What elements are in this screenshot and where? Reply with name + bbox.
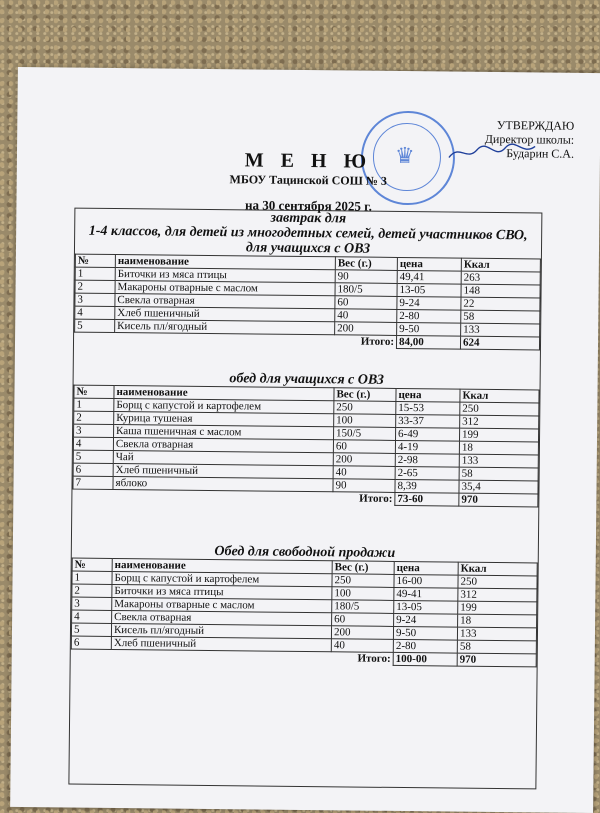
cell-price: 9-24: [397, 296, 461, 310]
page-title: М Е Н Ю: [244, 149, 373, 173]
breakfast-table: [74, 254, 541, 351]
cell-price: 6-49: [396, 427, 460, 441]
cell-name: Чай: [113, 450, 333, 465]
cell-kcal: 148: [461, 284, 540, 298]
menu-frame: [68, 197, 542, 790]
cell-name: Кисель пл/ягодный: [115, 319, 335, 334]
col-kcal-header: Ккал: [458, 562, 537, 576]
cell-num: 4: [73, 437, 113, 450]
col-num-header: №: [75, 254, 115, 267]
col-kcal-header: Ккал: [461, 258, 540, 272]
cell-kcal: 312: [458, 588, 537, 602]
breakfast-caption-line2: 1-4 классов, для детей из многодетных семей, детей участников СВО,: [88, 223, 528, 244]
cell-weight: 40: [333, 466, 395, 480]
cell-name: Борщ с капустой и картофелем: [112, 571, 332, 586]
cell-num: 4: [75, 306, 115, 319]
cell-num: 7: [73, 476, 113, 489]
cell-kcal: 250: [458, 575, 537, 589]
col-name-header: наименование: [114, 385, 334, 400]
col-num-header: №: [72, 558, 112, 571]
cell-num: 6: [71, 636, 111, 649]
approval-position: Директор школы:: [484, 131, 575, 147]
col-weight-header: Вес (г.): [334, 388, 396, 402]
cell-kcal: 312: [460, 415, 539, 429]
cell-name: Свекла отварная: [113, 437, 333, 452]
cell-name: Макароны отварные с маслом: [115, 280, 335, 295]
cell-name: Биточки из мяса птицы: [115, 267, 335, 282]
cell-price: 2-80: [393, 639, 457, 653]
cell-kcal: 199: [459, 428, 538, 442]
cell-kcal: 133: [457, 627, 536, 641]
total-price: 73-60: [395, 492, 459, 506]
cell-weight: 150/5: [334, 427, 396, 441]
cell-kcal: 18: [459, 441, 538, 455]
cell-price: 49-41: [394, 587, 458, 601]
total-label: Итого:: [360, 335, 395, 349]
col-price-header: цена: [397, 257, 461, 271]
cell-num: 1: [75, 267, 115, 280]
col-name-header: наименование: [112, 558, 332, 573]
cell-weight: 250: [334, 401, 396, 415]
cell-kcal: 35,4: [459, 480, 538, 494]
cell-num: 2: [74, 411, 114, 424]
cell-num: 2: [72, 584, 112, 597]
cell-price: 33-37: [396, 414, 460, 428]
menu-sheet: [10, 67, 600, 813]
cell-weight: 90: [333, 479, 395, 493]
cell-price: 9-24: [394, 613, 458, 627]
cell-kcal: 58: [457, 640, 536, 654]
cell-name: Макароны отварные с маслом: [112, 597, 332, 612]
cell-kcal: 18: [458, 614, 537, 628]
cell-num: 5: [75, 319, 115, 332]
breakfast-caption-line3: для учащихся с ОВЗ: [245, 240, 371, 257]
col-num-header: №: [74, 385, 114, 398]
cell-name: Хлеб пшеничный: [111, 636, 331, 651]
menu-date: на 30 сентября 2025 г.: [244, 197, 372, 214]
col-price-header: цена: [394, 561, 458, 575]
cell-kcal: 263: [461, 271, 540, 285]
cell-num: 1: [74, 398, 114, 411]
cell-kcal: 58: [459, 467, 538, 481]
cell-kcal: 22: [461, 297, 540, 311]
total-label: Итого:: [359, 492, 393, 506]
cell-weight: 60: [332, 613, 394, 627]
cell-name: Хлеб пшеничный: [113, 463, 333, 478]
col-kcal-header: Ккал: [460, 389, 539, 403]
cell-weight: 100: [334, 414, 396, 428]
cell-price: 2-98: [395, 453, 459, 467]
cell-weight: 200: [335, 322, 397, 336]
cell-weight: 40: [331, 639, 393, 653]
col-weight-header: Вес (г.): [332, 561, 394, 575]
cell-num: 3: [74, 424, 114, 437]
cell-price: 4-19: [395, 440, 459, 454]
cell-name: Каша пшеничная с маслом: [114, 424, 334, 439]
cell-num: 4: [72, 610, 112, 623]
cell-name: яблоко: [113, 476, 333, 491]
cell-name: Свекла отварная: [112, 610, 332, 625]
cell-num: 5: [73, 450, 113, 463]
cell-weight: 250: [332, 574, 394, 588]
lunch-free-table: [71, 558, 538, 668]
breakfast-caption: [75, 209, 541, 259]
lunch-free-caption: Обед для свободной продажи: [214, 544, 396, 561]
cell-weight: 100: [332, 587, 394, 601]
cell-kcal: 199: [458, 601, 537, 615]
cell-price: 49,41: [397, 270, 461, 284]
cell-price: 13-05: [397, 283, 461, 297]
total-kcal: 970: [459, 493, 538, 507]
cell-price: 9-50: [397, 322, 461, 336]
cell-num: 2: [75, 280, 115, 293]
cell-name: Биточки из мяса птицы: [112, 584, 332, 599]
cell-kcal: 133: [461, 323, 540, 337]
cell-kcal: 58: [461, 310, 540, 324]
cell-price: 15-53: [396, 401, 460, 415]
cell-num: 5: [71, 623, 111, 636]
cell-price: 16-00: [394, 574, 458, 588]
cell-weight: 200: [331, 626, 393, 640]
cell-weight: 40: [335, 309, 397, 323]
cell-weight: 60: [333, 440, 395, 454]
cell-kcal: 250: [460, 402, 539, 416]
cell-name: Кисель пл/ягодный: [111, 623, 331, 638]
lunch-ovz-table: [72, 385, 539, 508]
cell-num: 1: [72, 571, 112, 584]
cell-name: Хлеб пшеничный: [115, 306, 335, 321]
cell-num: 3: [75, 293, 115, 306]
crown-icon: ♛: [394, 142, 415, 169]
cell-price: 2-65: [395, 466, 459, 480]
cell-weight: 90: [335, 270, 397, 284]
total-price: 84,00: [396, 335, 460, 349]
col-name-header: наименование: [115, 254, 335, 269]
school-name: МБОУ Тацинской СОШ № 3: [229, 172, 387, 188]
total-price: 100-00: [393, 652, 457, 666]
cell-num: 3: [72, 597, 112, 610]
cell-num: 6: [73, 463, 113, 476]
cell-price: 9-50: [393, 626, 457, 640]
lunch-ovz-caption: обед для учащихся с ОВЗ: [229, 371, 384, 388]
total-kcal: 970: [457, 653, 536, 667]
approval-line: УТВЕРЖДАЮ: [496, 117, 575, 133]
cell-price: 8,39: [395, 479, 459, 493]
cell-weight: 180/5: [335, 283, 397, 297]
cell-price: 2-80: [397, 309, 461, 323]
cell-price: 13-05: [394, 600, 458, 614]
approval-person: Бударин С.А.: [506, 146, 575, 161]
col-weight-header: Вес (г.): [335, 257, 397, 271]
cell-name: Борщ с капустой и картофелем: [114, 398, 334, 413]
breakfast-caption-line1: завтрак для: [270, 210, 347, 227]
total-kcal: 624: [460, 336, 539, 350]
cell-weight: 200: [333, 453, 395, 467]
cell-name: Курица тушеная: [114, 411, 334, 426]
cell-weight: 60: [335, 296, 397, 310]
cell-weight: 180/5: [332, 600, 394, 614]
cell-kcal: 133: [459, 454, 538, 468]
total-label: Итого:: [357, 652, 391, 666]
col-price-header: цена: [396, 388, 460, 402]
cell-name: Свекла отварная: [115, 293, 335, 308]
